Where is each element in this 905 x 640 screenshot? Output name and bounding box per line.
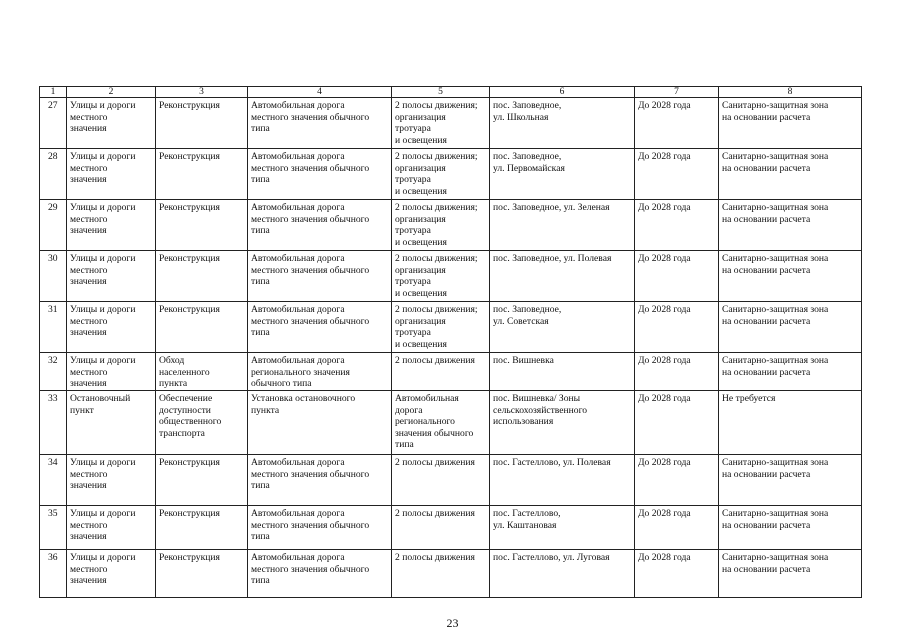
header-col-1: 1 bbox=[40, 87, 67, 98]
cell-zone: Санитарно-защитная зона на основании расчета bbox=[719, 98, 862, 149]
cell-location: пос. Вишневка/ Зоны сельскохозяйственного использования bbox=[490, 391, 635, 455]
cell-zone: Санитарно-защитная зона на основании расчета bbox=[719, 455, 862, 506]
cell-location: пос. Заповедное, ул. Первомайская bbox=[490, 149, 635, 200]
cell-zone: Не требуется bbox=[719, 391, 862, 455]
header-col-8: 8 bbox=[719, 87, 862, 98]
table-row bbox=[40, 391, 862, 455]
cell-object-name: Улицы и дороги местного значения bbox=[67, 550, 156, 598]
table-row bbox=[40, 353, 862, 391]
cell-deadline: До 2028 года bbox=[635, 550, 719, 598]
header-col-6: 6 bbox=[490, 87, 635, 98]
cell-work-type: Реконструкция bbox=[156, 506, 248, 550]
cell-row-number: 29 bbox=[40, 200, 67, 251]
cell-deadline: До 2028 года bbox=[635, 200, 719, 251]
cell-location: пос. Заповедное, ул. Советская bbox=[490, 302, 635, 353]
cell-object-name: Улицы и дороги местного значения bbox=[67, 455, 156, 506]
cell-purpose: Автомобильная дорога местного значения обычного типа bbox=[248, 455, 392, 506]
page-number: 23 bbox=[446, 616, 459, 630]
cell-object-name: Улицы и дороги местного значения bbox=[67, 149, 156, 200]
cell-deadline: До 2028 года bbox=[635, 149, 719, 200]
table-body bbox=[40, 98, 862, 598]
cell-parameters: 2 полосы движения; организация тротуара и освещения bbox=[392, 149, 490, 200]
cell-work-type: Реконструкция bbox=[156, 200, 248, 251]
cell-deadline: До 2028 года bbox=[635, 251, 719, 302]
cell-work-type: Обеспечение доступности общественного транспорта bbox=[156, 391, 248, 455]
cell-parameters: 2 полосы движения; организация тротуара и освещения bbox=[392, 98, 490, 149]
cell-purpose: Автомобильная дорога местного значения обычного типа bbox=[248, 506, 392, 550]
cell-object-name: Улицы и дороги местного значения bbox=[67, 251, 156, 302]
cell-purpose: Автомобильная дорога местного значения обычного типа bbox=[248, 200, 392, 251]
cell-parameters: 2 полосы движения; организация тротуара и освещения bbox=[392, 302, 490, 353]
cell-location: пос. Заповедное, ул. Школьная bbox=[490, 98, 635, 149]
cell-row-number: 28 bbox=[40, 149, 67, 200]
cell-location: пос. Заповедное, ул. Зеленая bbox=[490, 200, 635, 251]
cell-row-number: 34 bbox=[40, 455, 67, 506]
cell-purpose: Автомобильная дорога местного значения обычного типа bbox=[248, 251, 392, 302]
cell-row-number: 32 bbox=[40, 353, 67, 391]
cell-parameters: 2 полосы движения bbox=[392, 353, 490, 391]
cell-deadline: До 2028 года bbox=[635, 302, 719, 353]
cell-row-number: 27 bbox=[40, 98, 67, 149]
cell-object-name: Улицы и дороги местного значения bbox=[67, 98, 156, 149]
header-col-5: 5 bbox=[392, 87, 490, 98]
cell-deadline: До 2028 года bbox=[635, 98, 719, 149]
cell-location: пос. Вишневка bbox=[490, 353, 635, 391]
cell-deadline: До 2028 года bbox=[635, 506, 719, 550]
cell-row-number: 30 bbox=[40, 251, 67, 302]
cell-purpose: Автомобильная дорога регионального значения обычного типа bbox=[248, 353, 392, 391]
cell-parameters: 2 полосы движения; организация тротуара и освещения bbox=[392, 251, 490, 302]
cell-object-name: Улицы и дороги местного значения bbox=[67, 353, 156, 391]
header-col-4: 4 bbox=[248, 87, 392, 98]
table-row bbox=[40, 550, 862, 598]
cell-object-name: Улицы и дороги местного значения bbox=[67, 302, 156, 353]
cell-parameters: 2 полосы движения bbox=[392, 550, 490, 598]
cell-zone: Санитарно-защитная зона на основании расчета bbox=[719, 550, 862, 598]
cell-purpose: Автомобильная дорога местного значения обычного типа bbox=[248, 302, 392, 353]
cell-purpose: Автомобильная дорога местного значения обычного типа bbox=[248, 149, 392, 200]
table-row bbox=[40, 149, 862, 200]
cell-zone: Санитарно-защитная зона на основании расчета bbox=[719, 302, 862, 353]
cell-location: пос. Гастеллово, ул. Полевая bbox=[490, 455, 635, 506]
cell-parameters: Автомобильная дорога регионального значения обычного типа bbox=[392, 391, 490, 455]
cell-object-name: Остановочный пункт bbox=[67, 391, 156, 455]
table-row bbox=[40, 98, 862, 149]
cell-row-number: 35 bbox=[40, 506, 67, 550]
cell-parameters: 2 полосы движения bbox=[392, 455, 490, 506]
header-col-2: 2 bbox=[67, 87, 156, 98]
header-col-3: 3 bbox=[156, 87, 248, 98]
cell-location: пос. Заповедное, ул. Полевая bbox=[490, 251, 635, 302]
cell-work-type: Обход населенного пункта bbox=[156, 353, 248, 391]
header-col-7: 7 bbox=[635, 87, 719, 98]
header-row bbox=[40, 87, 862, 98]
cell-parameters: 2 полосы движения bbox=[392, 506, 490, 550]
cell-purpose: Автомобильная дорога местного значения обычного типа bbox=[248, 550, 392, 598]
cell-location: пос. Гастеллово, ул. Луговая bbox=[490, 550, 635, 598]
cell-work-type: Реконструкция bbox=[156, 98, 248, 149]
cell-zone: Санитарно-защитная зона на основании расчета bbox=[719, 251, 862, 302]
cell-zone: Санитарно-защитная зона на основании расчета bbox=[719, 149, 862, 200]
cell-deadline: До 2028 года bbox=[635, 391, 719, 455]
cell-deadline: До 2028 года bbox=[635, 455, 719, 506]
cell-object-name: Улицы и дороги местного значения bbox=[67, 506, 156, 550]
table-row bbox=[40, 455, 862, 506]
table-row bbox=[40, 506, 862, 550]
table-row bbox=[40, 302, 862, 353]
cell-work-type: Реконструкция bbox=[156, 149, 248, 200]
cell-row-number: 31 bbox=[40, 302, 67, 353]
cell-zone: Санитарно-защитная зона на основании расчета bbox=[719, 506, 862, 550]
cell-location: пос. Гастеллово, ул. Каштановая bbox=[490, 506, 635, 550]
cell-row-number: 36 bbox=[40, 550, 67, 598]
cell-deadline: До 2028 года bbox=[635, 353, 719, 391]
cell-work-type: Реконструкция bbox=[156, 251, 248, 302]
cell-object-name: Улицы и дороги местного значения bbox=[67, 200, 156, 251]
cell-work-type: Реконструкция bbox=[156, 302, 248, 353]
table-row bbox=[40, 200, 862, 251]
cell-work-type: Реконструкция bbox=[156, 455, 248, 506]
table-row bbox=[40, 251, 862, 302]
cell-zone: Санитарно-защитная зона на основании расчета bbox=[719, 353, 862, 391]
objects-table bbox=[39, 86, 862, 598]
cell-purpose: Установка остановочного пункта bbox=[248, 391, 392, 455]
cell-purpose: Автомобильная дорога местного значения обычного типа bbox=[248, 98, 392, 149]
cell-row-number: 33 bbox=[40, 391, 67, 455]
cell-zone: Санитарно-защитная зона на основании расчета bbox=[719, 200, 862, 251]
cell-parameters: 2 полосы движения; организация тротуара и освещения bbox=[392, 200, 490, 251]
cell-work-type: Реконструкция bbox=[156, 550, 248, 598]
